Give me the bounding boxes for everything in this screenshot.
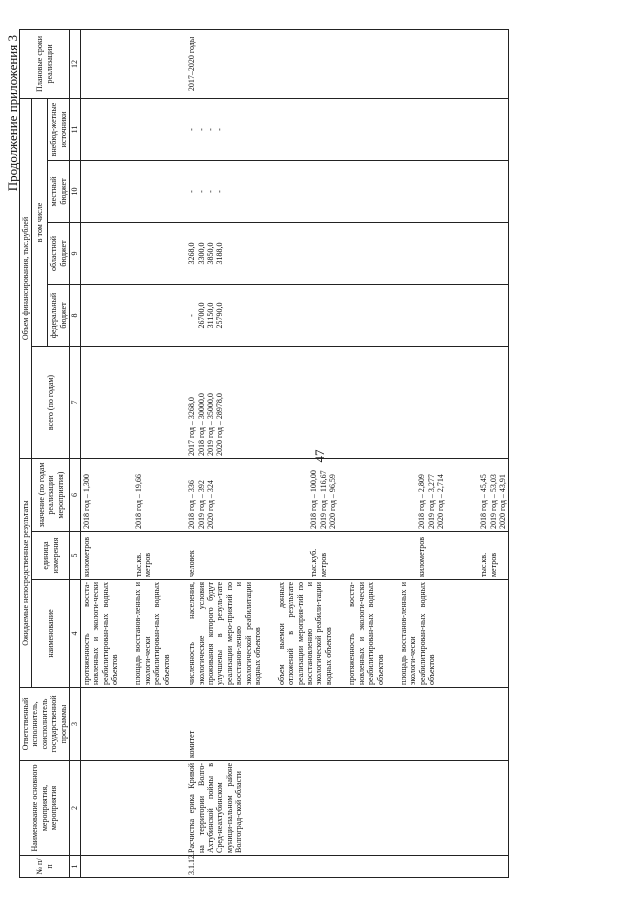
- header-executor: Ответственный исполнитель, соисполнитель государственной программы: [20, 688, 70, 761]
- col-number: 8: [70, 285, 80, 347]
- local-value: -: [187, 190, 197, 193]
- result-value: 2020 год – 324: [206, 480, 215, 529]
- col-number: 5: [70, 532, 80, 580]
- header-num: № п/п: [20, 856, 70, 878]
- col-number: 1: [70, 856, 80, 878]
- header-total: всего (по годам): [32, 347, 70, 459]
- total-value: 2018 год – 30000,0: [196, 393, 206, 456]
- program-table: [19, 29, 509, 878]
- header-offbudget: внебюд-жетные источники: [48, 98, 70, 160]
- result-name: площадь восстанов-ленных и экологи-чески реабилитирован-ных водных объектов: [399, 582, 437, 685]
- header-unit: единица измерения: [32, 532, 70, 580]
- header-results-group: Ожидаемые непосредственные результаты: [20, 459, 32, 688]
- header-local: местный бюджет: [48, 161, 70, 223]
- offbudget-value: -: [206, 128, 215, 131]
- result-value: 2018 год – 45,45: [479, 474, 489, 529]
- col-number: 11: [70, 98, 80, 160]
- result-unit: километров: [81, 537, 91, 577]
- col-number: 2: [70, 761, 80, 856]
- col-number: 4: [70, 580, 80, 688]
- result-value: 2019 год – 392: [196, 480, 206, 529]
- local-value: -: [196, 190, 206, 193]
- page-caption: Продолжение приложения 3: [5, 35, 20, 192]
- federal-value: 31150,0: [206, 302, 215, 329]
- federal-value: -: [187, 314, 197, 317]
- result-value: 2019 год – 3,277: [426, 474, 436, 529]
- result-unit: километров: [417, 537, 427, 577]
- result-unit: человек: [187, 550, 197, 577]
- row-period: 2017–2020 годы: [186, 29, 509, 98]
- result-name: численность населения, экологические условия проживания которого будут улучшены в резуль-тате реализации меро-приятий по восстанов-лению и экологической реабилитации водных объектов: [187, 582, 263, 685]
- total-value: 2017 год – 3268,0: [187, 397, 197, 456]
- row-executor: комитет: [186, 688, 509, 761]
- regional-value: 3850,0: [206, 242, 215, 265]
- result-name: площадь восстанов-ленных и экологи-чески реабилитирован-ных водных объектов: [133, 582, 171, 685]
- result-value: 2019 год – 116,67: [318, 470, 328, 529]
- offbudget-value: -: [196, 128, 206, 131]
- col-number: 6: [70, 459, 80, 532]
- local-value: -: [206, 190, 215, 193]
- page-number: 47: [312, 449, 327, 463]
- result-value: 2018 год – 336: [187, 480, 197, 529]
- regional-value: 3188,0: [215, 242, 225, 265]
- header-regional: областной бюджет: [48, 223, 70, 285]
- result-value: 2018 год – 1,300: [81, 474, 91, 529]
- col-number: 9: [70, 223, 80, 285]
- header-finance-group: Объем финансирования, тыс.рублей: [20, 98, 32, 458]
- federal-value: 26700,0: [196, 302, 206, 329]
- offbudget-value: -: [187, 128, 197, 131]
- total-value: 2020 год – 28978,0: [215, 393, 225, 456]
- result-unit: тыс.кв. метров: [133, 552, 153, 577]
- offbudget-value: -: [215, 128, 225, 131]
- result-value: 2018 год – 19,66: [133, 474, 143, 529]
- result-name: объем выемки донных отложений в результате реализации мероприя-тий по восстановлению и экологической реабили-тации водных объектов: [276, 582, 333, 685]
- header-name: Наименование основного мероприятия, мероприятия: [20, 761, 70, 856]
- result-unit: тыс.куб. метров: [309, 548, 328, 577]
- header-value: значение (по годам реализации мероприятия): [32, 459, 70, 532]
- col-number: 7: [70, 347, 80, 459]
- result-value: 2018 год – 2,809: [417, 474, 427, 529]
- table-row-3-1-12: [186, 29, 509, 877]
- result-value: 2019 год – 53,03: [488, 474, 498, 529]
- header-period: Плановые сроки реализации: [20, 29, 70, 98]
- result-name: протяженность восста-новленных и экологи-чески реабилитирован-ных водных объектов: [81, 582, 119, 685]
- regional-value: 3268,0: [187, 242, 197, 265]
- header-including: в том числе: [32, 98, 48, 346]
- federal-value: 25790,0: [215, 302, 225, 329]
- result-name: протяженность восста-новленных и экологи-чески реабилитирован-ных водных объектов: [347, 582, 385, 685]
- col-number: 10: [70, 161, 80, 223]
- col-number: 3: [70, 688, 80, 761]
- header-federal: федеральный бюджет: [48, 285, 70, 347]
- result-unit: тыс.кв. метров: [479, 552, 498, 577]
- row-name: Расчистка ерика Кривой на территории Волго-Ахтубинской поймы в Сред-неахтубинском муници-пальном районе Волгоград-ской области: [186, 761, 509, 856]
- header-result-name: наименование: [32, 580, 70, 688]
- result-value: 2020 год – 96,59: [328, 474, 337, 529]
- result-value: 2020 год – 43,91: [498, 474, 507, 529]
- local-value: -: [215, 190, 225, 193]
- result-value: 2020 год – 2,714: [436, 474, 445, 529]
- row-number: 3.1.12.: [186, 856, 509, 878]
- col-number: 12: [70, 29, 80, 98]
- table-row-continuation: [80, 29, 186, 877]
- total-value: 2019 год – 35000,0: [206, 393, 215, 456]
- result-value: 2018 год – 100,00: [309, 470, 319, 529]
- regional-value: 3300,0: [196, 242, 206, 265]
